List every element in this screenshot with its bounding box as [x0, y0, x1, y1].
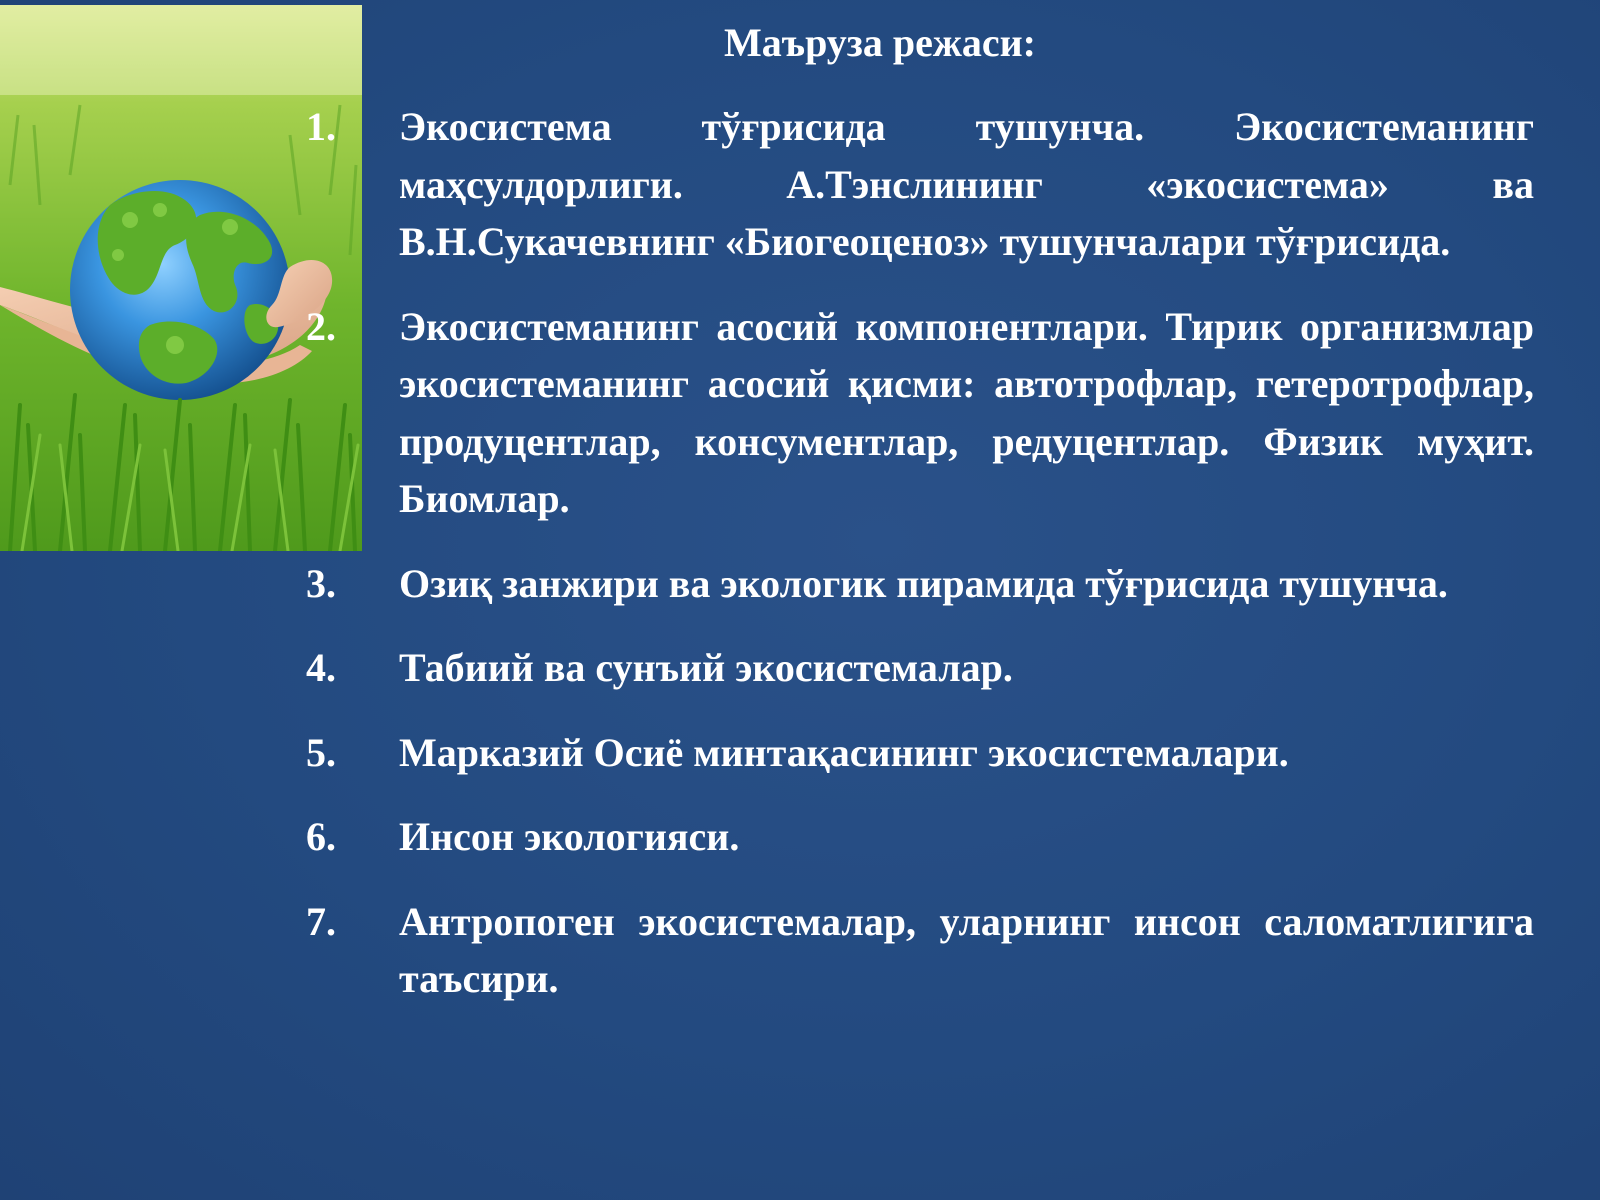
agenda-item — [306, 98, 1534, 271]
item-number: 5. — [306, 729, 336, 775]
item-text: Экосистеманинг асосий компонентлари. Тирик организмлар экосистеманинг асосий қисми: автотрофлар, гетеротрофлар, продуцентлар, консументлар, редуцентлар. Физик муҳит. Биомлар. — [399, 303, 1534, 521]
item-text: Антропоген экосистемалар, уларнинг инсон саломатлигига таъсири. — [399, 898, 1534, 1001]
agenda-item — [306, 724, 1534, 782]
slide-title: Маъруза режаси: — [724, 20, 1036, 65]
agenda-item — [306, 808, 1534, 866]
agenda-item — [306, 893, 1534, 1008]
agenda-list — [306, 98, 1534, 1035]
item-number: 1. — [306, 104, 336, 149]
item-number: 3. — [306, 560, 336, 606]
item-text: Марказий Осиё минтақасининг экосистемалари. — [399, 729, 1289, 775]
item-number: 2. — [306, 303, 336, 349]
item-text: Инсон экологияси. — [399, 814, 740, 859]
item-text: Табиий ва сунъий экосистемалар. — [399, 645, 1013, 690]
item-text: Озиқ занжири ва экологик пирамида тўғрисида тушунча. — [399, 560, 1448, 606]
item-number: 4. — [306, 645, 336, 690]
agenda-item — [306, 298, 1534, 528]
agenda-item — [306, 555, 1534, 613]
item-number: 7. — [306, 898, 336, 944]
item-text: Экосистема тўғрисида тушунча. Экосистеманинг маҳсулдорлиги. А.Тэнслининг «экосистема» ва В.Н.Сукачевнинг «Биогеоценоз» тушунчалари тўғрисида. — [399, 104, 1534, 264]
item-number: 6. — [306, 814, 336, 859]
agenda-item — [306, 639, 1534, 697]
